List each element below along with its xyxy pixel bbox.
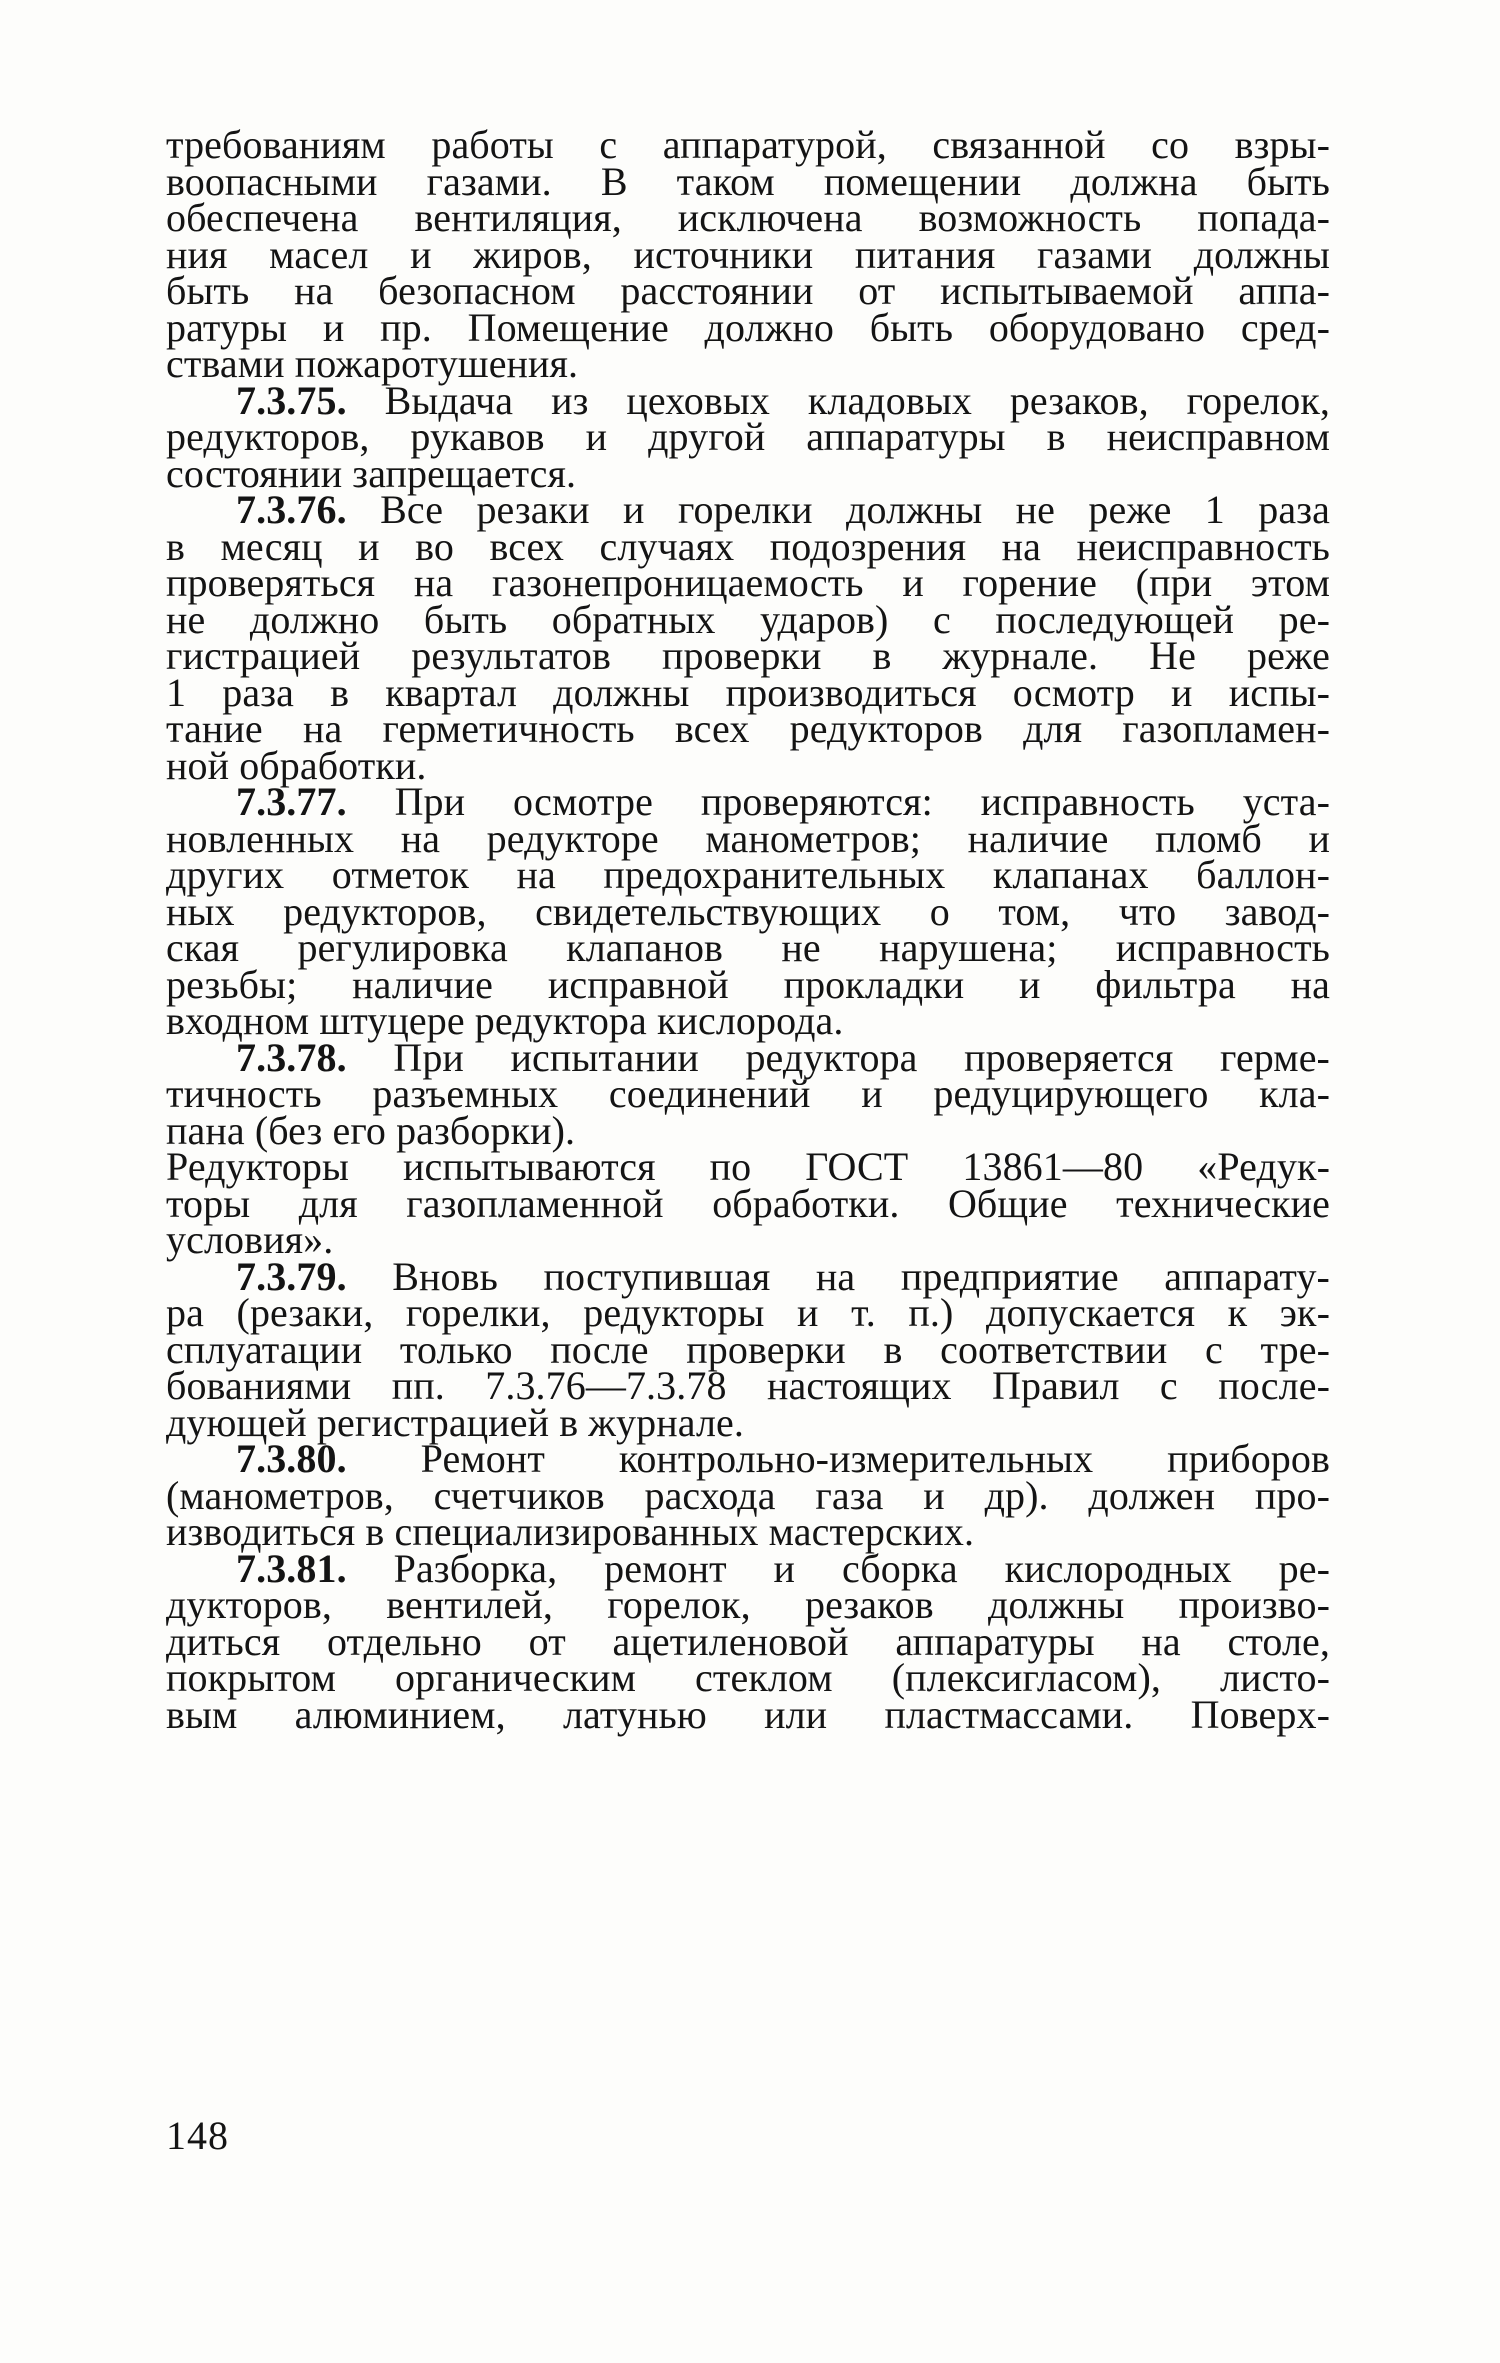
text-line: ствами пожаротушения.: [166, 341, 579, 386]
text-line: в месяц и во всех случаях подозрения на неисправность: [166, 524, 1330, 569]
text-line: проверяться на газонепроницаемость и горение (при этом: [166, 560, 1330, 605]
text-line: ния масел и жиров, источники питания газами должны: [166, 232, 1330, 277]
text-line: ратуры и пр. Помещение должно быть оборудовано сред-: [166, 305, 1330, 350]
text-line: 1 раза в квартал должны производиться осмотр и испы-: [166, 670, 1330, 715]
clause-text: При испытании редуктора проверяется герме-: [393, 1035, 1330, 1080]
text-line: резьбы; наличие исправной прокладки и фильтра на: [166, 962, 1330, 1007]
text-line: ных редукторов, свидетельствующих о том, что завод-: [166, 889, 1330, 934]
text-line: обеспечена вентиляция, исключена возможность попада-: [166, 195, 1330, 240]
clause-number: 7.3.78.: [236, 1035, 347, 1080]
text-line: диться отдельно от ацетиленовой аппаратуры на столе,: [166, 1619, 1330, 1664]
text-line: пана (без его разборки).: [166, 1108, 576, 1153]
text-line: изводиться в специализированных мастерских.: [166, 1509, 975, 1554]
clause-text: Все резаки и горелки должны не реже 1 раза: [380, 487, 1330, 532]
clause-number: 7.3.81.: [236, 1546, 347, 1591]
text-line: ская регулировка клапанов не нарушена; исправность: [166, 925, 1330, 970]
page-number: 148: [166, 2113, 229, 2158]
text-line: состоянии запрещается.: [166, 451, 577, 496]
text-line: редукторов, рукавов и другой аппаратуры в неисправном: [166, 414, 1330, 459]
clause-text: Вновь поступившая на предприятие аппарату-: [392, 1254, 1330, 1299]
clause-number: 7.3.75.: [236, 378, 347, 423]
text-line: дующей регистрацией в журнале.: [166, 1400, 744, 1445]
text-line: быть на безопасном расстоянии от испытываемой аппа-: [166, 268, 1330, 313]
text-line: ра (резаки, горелки, редукторы и т. п.) допускается к эк-: [166, 1290, 1330, 1335]
text-line: требованиям работы с аппаратурой, связанной со взры-: [166, 122, 1330, 167]
text-line: входном штуцере редуктора кислорода.: [166, 998, 844, 1043]
clause-text: При осмотре проверяются: исправность уста-: [394, 779, 1330, 824]
text-line: покрытом органическим стеклом (плексигласом), листо-: [166, 1655, 1330, 1700]
clause-text: Разборка, ремонт и сборка кислородных ре-: [393, 1546, 1330, 1591]
clause-number: 7.3.76.: [236, 487, 347, 532]
text-line: не должно быть обратных ударов) с последующей ре-: [166, 597, 1330, 642]
text-line: (манометров, счетчиков расхода газа и др). должен про-: [166, 1473, 1330, 1518]
clause-number: 7.3.79.: [236, 1254, 347, 1299]
clause-text: Ремонт контрольно-измерительных приборов: [420, 1436, 1330, 1481]
text-line: воопасными газами. В таком помещении должна быть: [166, 159, 1330, 204]
text-line: гистрацией результатов проверки в журнале. Не реже: [166, 633, 1330, 678]
clause-text: Выдача из цеховых кладовых резаков, горелок,: [384, 378, 1330, 423]
text-line: условия».: [166, 1217, 334, 1262]
text-line: бованиями пп. 7.3.76—7.3.78 настоящих Правил с после-: [166, 1363, 1330, 1408]
text-line: ной обработки.: [166, 743, 427, 788]
text-line: Редукторы испытываются по ГОСТ 13861—80 «Редук-: [166, 1144, 1330, 1189]
clause-number: 7.3.80.: [236, 1436, 347, 1481]
text-line: сплуатации только после проверки в соответствии с тре-: [166, 1327, 1330, 1372]
text-line: дукторов, вентилей, горелок, резаков должны произво-: [166, 1582, 1330, 1627]
text-line: торы для газопламенной обработки. Общие технические: [166, 1181, 1330, 1226]
text-line: вым алюминием, латунью или пластмассами. Поверх-: [166, 1692, 1330, 1737]
text-line: новленных на редукторе манометров; наличие пломб и: [166, 816, 1330, 861]
text-line: тичность разъемных соединений и редуцирующего кла-: [166, 1071, 1330, 1116]
text-line: других отметок на предохранительных клапанах баллон-: [166, 852, 1330, 897]
clause-number: 7.3.77.: [236, 779, 347, 824]
text-line: тание на герметичность всех редукторов для газопламен-: [166, 706, 1330, 751]
